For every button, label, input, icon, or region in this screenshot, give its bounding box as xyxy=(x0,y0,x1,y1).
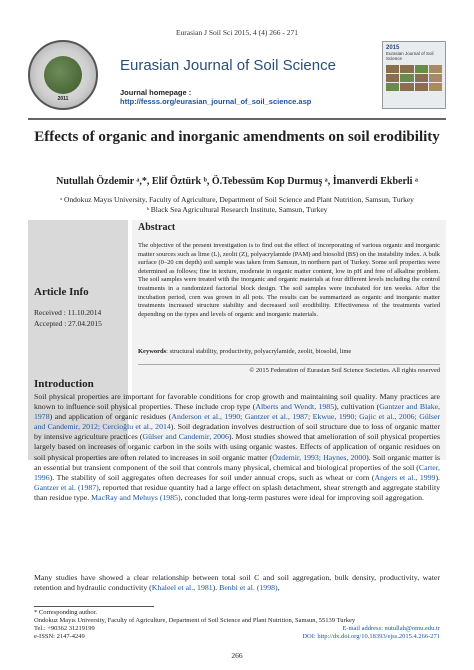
body-text-segment: ). Soil organic matter is an essential but transient component of the soil that controls many physical, chemical and biological properties of the soil ( xyxy=(34,452,441,472)
body-text-segment: Many studies have showed a clear relationship between total soil C and soil aggregation, bulk density, productivity, water retention and hydraulic conductivity ( xyxy=(34,573,440,593)
logo-year: 2011 xyxy=(57,96,69,102)
citation-link[interactable]: Khaleel et al., 1981 xyxy=(151,583,213,593)
identifier-row xyxy=(34,633,440,641)
citation-link[interactable]: Angers et al., 1999 xyxy=(374,472,436,482)
abstract-heading: Abstract xyxy=(138,222,176,233)
journal-title: Eurasian Journal of Soil Science xyxy=(120,56,336,74)
email-link[interactable]: E-mail address: nutullah@omu.edu.tr xyxy=(342,625,440,632)
received-date: Received : 11.10.2014 xyxy=(34,308,102,317)
contact-row xyxy=(34,625,440,633)
body-text-segment: , concluded that long-term pastures were ideal for improving soil aggregation. xyxy=(180,492,424,502)
cover-number: 2015 xyxy=(386,45,400,51)
telephone: Tel.: +90362 31219199 xyxy=(34,625,95,632)
corresponding-author-note: * Corresponding author. xyxy=(34,609,98,616)
running-head: Eurasian J Soil Sci 2015, 4 (4) 266 - 271 xyxy=(175,28,299,37)
body-text-segment: ). Soil degradation involves destruction of soil structure due to loss of organic matter by intensive agriculture practices ( xyxy=(34,422,440,442)
homepage-label: Journal homepage : xyxy=(120,87,192,97)
keywords-label: Keywords xyxy=(138,348,167,355)
body-text-segment: ). Most studies showed that amelioration of soil physical properties largely based on increases of organic carbon in the soils with using organic wastes. Effects of application of organic residues on soil physical properties are often related to increases in soil organic matter ( xyxy=(34,432,440,462)
cover-image-grid xyxy=(386,65,442,91)
affiliation-a: ᵃ Ondokuz Mayıs University, Faculty of Agriculture, Department of Soil Science and Plant Nutrition, Samsun, Turkey xyxy=(60,195,414,204)
issn: e-ISSN: 2147-4249 xyxy=(34,633,85,640)
journal-homepage xyxy=(120,88,382,106)
article-dates xyxy=(34,307,102,329)
body-text-segment: , xyxy=(277,583,280,593)
page-number: 266 xyxy=(231,651,243,660)
accepted-date: Accepted : 27.04.2015 xyxy=(34,319,102,328)
citation-link[interactable]: Gülser and Candemir, 2006 xyxy=(142,432,229,442)
body-text-segment: ). xyxy=(435,472,440,482)
body-text-segment: ), cultivation ( xyxy=(334,402,380,412)
body-text-segment: Soil physical properties are important for favorable conditions for crop growth and maintaining soil quality. Many practices are known to influence soil physical properties. These include crop type ( xyxy=(34,392,440,412)
paper-title: Effects of organic and inorganic amendments on soil erodibility xyxy=(34,129,440,145)
body-text-segment: , reported that residue quantity had a large effect on splash detachment, shear strength and aggregate stability than residue type. xyxy=(34,482,441,502)
citation-link[interactable]: Alberts and Wendt, 1985 xyxy=(255,402,335,412)
introduction-paragraph-2 xyxy=(34,573,440,593)
citation-link[interactable]: Carter, 1996 xyxy=(34,462,440,482)
citation-link[interactable]: Anderson et al., 1990; Gantzer et al., 1987; Ekwue, 1990; Gajic et al., 2006; Gülser and Candemir, 2012; Cercioğlu et al., 2014 xyxy=(34,412,441,432)
citation-link[interactable]: MacRay and Mehuys (1985) xyxy=(91,492,181,502)
introduction-paragraph-1 xyxy=(34,392,440,503)
citation-link[interactable]: Benbi et al. (1998) xyxy=(219,583,278,593)
copyright-notice: © 2015 Federation of Eurasian Soil Science Societies. All rights reserved xyxy=(138,364,440,374)
citation-link[interactable]: Özdemir, 1993; Haynes, 2000 xyxy=(272,452,367,462)
introduction-heading: Introduction xyxy=(34,378,94,390)
journal-cover-thumbnail xyxy=(382,41,446,109)
citation-link[interactable]: Gantzer and Blake, 1978 xyxy=(34,402,441,422)
body-text-segment: ). The stability of soil aggregates often decreases for soil under annual crops, such as wheat or corn ( xyxy=(49,472,375,482)
article-info-heading: Article Info xyxy=(34,286,89,298)
citation-link[interactable]: Gantzer et al. (1987) xyxy=(34,482,99,492)
globe-icon xyxy=(44,56,82,94)
society-logo xyxy=(28,40,98,110)
abstract-text: The objective of the present investigation is to find out the effect of incorporating of various organic and inorganic matter sources such as lime (L), zeolit (Z), polyacrylamide (PAM) and biosolid (BS) on the instability index. A bulk surface (0–20 cm depth) soil sample was taken from Samsun, in northern part of Turkey. Some soil properties were determined as follows; fine in texture, moderate in organic matter content, low in pH and free of alkaline problem. The soil samples were treated with the inorganic and organic materials at four different levels including the control treatments in a randomized factorial block design. The soil samples were incubated for ten weeks. After the incubation period, corn was grown in all pots. The results can be summarized as organic and inorganic matter treatments increased structure stability and decreased soil erodibility. Effectiveness of the treatments varied depending on the types and levels of organic and inorganic materials. xyxy=(138,242,440,318)
journal-header xyxy=(28,40,446,110)
author-address: Ondokuz Mayıs University, Faculty of Agriculture, Department of Soil Science and Plant Nutrition, Samsun, 55139 Turkey xyxy=(34,617,356,624)
keywords-list: : structural stability, productivity, polyacrylamide, zeolit, biosolid, lime xyxy=(166,348,352,355)
footnote-divider xyxy=(34,606,154,607)
header-divider xyxy=(28,118,446,120)
body-text-segment: ) and application of organic residues ( xyxy=(49,412,172,422)
author-list: Nutullah Özdemir ᵃ,*, Elif Öztürk ᵇ, Ö.Tebessüm Kop Durmuş ᵃ, İmanverdi Ekberli ᵃ xyxy=(56,176,418,187)
affiliations xyxy=(28,195,446,215)
footnotes xyxy=(34,609,440,641)
body-text-segment: ). xyxy=(212,583,220,593)
cover-title: Eurasian Journal of Soil Science xyxy=(386,51,434,61)
doi-link[interactable]: DOI: http://dx.doi.org/10.18393/ejss.2015.4.266-271 xyxy=(302,633,440,640)
journal-title-block xyxy=(98,45,382,106)
keywords xyxy=(138,348,440,357)
affiliation-b: ᵇ Black Sea Agricultural Research Institute, Samsun, Turkey xyxy=(146,205,328,214)
homepage-link[interactable]: http://fesss.org/eurasian_journal_of_soil_science.asp xyxy=(120,96,312,106)
